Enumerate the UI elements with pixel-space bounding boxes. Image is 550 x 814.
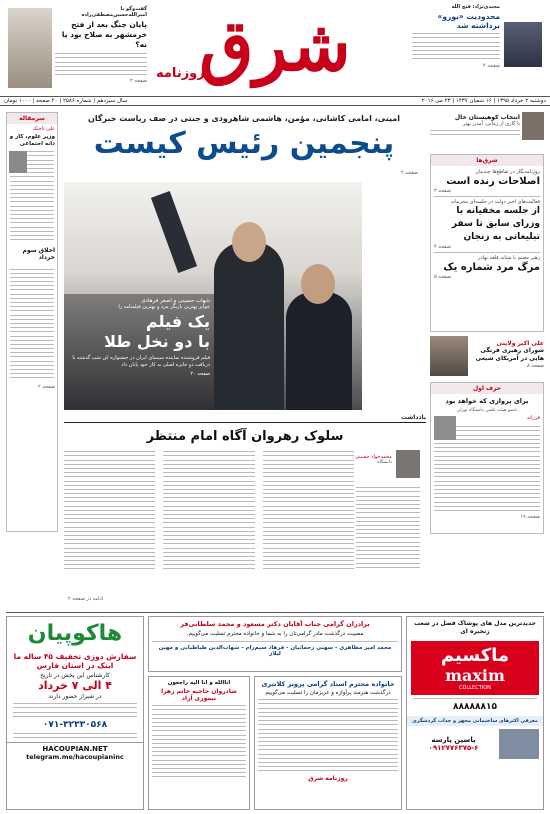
news-item1-kicker: روزنامه‌نگار در تقاطع‌ها چندبیان bbox=[475, 169, 540, 175]
maxim-phone: ۸۸۸۸۸۸۱۵ bbox=[453, 702, 497, 713]
right-teaser-page: صفحه ۴ bbox=[483, 62, 500, 69]
news-item1-page: صفحه ۳ bbox=[434, 188, 451, 194]
news-item1-title[interactable]: اصلاحات زنده است bbox=[446, 176, 540, 187]
photo-caption-headline-2: با دو نخل طلا bbox=[104, 332, 210, 351]
news-item2-page: صفحه ۴ bbox=[434, 244, 451, 250]
ad-condolence-2 bbox=[254, 676, 402, 810]
hakopian-url: HACOUPIAN.NET bbox=[7, 742, 143, 753]
left-column-second-title: اخلاق سوم خرداد bbox=[22, 247, 55, 262]
portrait-name: علی اکبر ولایتی bbox=[496, 340, 544, 347]
main-photo bbox=[64, 182, 362, 410]
left-column-byline: علی تاجیک bbox=[32, 126, 55, 132]
hakopian-line2: اینک در استان فارس bbox=[36, 661, 114, 670]
maxim-phone2: ۰۹۱۲۷۷۶۳۷۵-۶ bbox=[428, 744, 479, 753]
date-line: دوشنبه ۲ خرداد ۱۳۹۵ | ۱۶ شعبان ۱۴۳۷ | ۲۳ می ۲۰۱۶ bbox=[421, 98, 546, 104]
left-column bbox=[6, 112, 58, 532]
second-box-author: فرزانه bbox=[526, 415, 540, 421]
photo-caption-kicker: شهاب حسینی و اصغر فرهادی bbox=[141, 298, 210, 304]
portrait-page: صفحه ۸ bbox=[527, 363, 544, 369]
photo-caption-page: صفحه ۲۰ bbox=[190, 371, 210, 377]
news-item2-kicker: فعالیت‌های اخیر دولت در جلسه‌ای محرمانه bbox=[451, 199, 540, 205]
figure-right bbox=[286, 292, 352, 410]
condolence3-subtitle: شادروان حاجیه خانم زهرا نیموری آزاد bbox=[161, 688, 237, 702]
top-right-text[interactable] bbox=[430, 114, 520, 139]
news-box bbox=[430, 154, 544, 332]
figure-left bbox=[214, 242, 284, 410]
news-item3-title[interactable]: مرگ مرد شماره یک bbox=[443, 262, 540, 273]
second-box-byline: عضو هیئت علمی دانشگاه تهران bbox=[457, 408, 517, 413]
left-teaser-photo bbox=[8, 8, 52, 88]
lead-story[interactable] bbox=[64, 112, 424, 180]
left-column-title: وزیر علوم، کار و دانه اجتماعی bbox=[9, 134, 55, 147]
ad-condolence-1 bbox=[148, 616, 402, 672]
left-column-header: سرمقاله bbox=[7, 113, 57, 124]
second-box-photo bbox=[434, 416, 456, 440]
right-teaser-title: محدودیت «یورو» برداشته شد bbox=[437, 12, 500, 30]
lead-page-ref: صفحه ۲ bbox=[401, 170, 418, 176]
right-column bbox=[430, 112, 544, 532]
left-teaser-title: پایان جنگ بعد از فتح خرمشهر به صلاح بود یا نه؟ bbox=[61, 20, 147, 49]
editorial-author-name: محمدجواد حسینی bbox=[354, 454, 392, 460]
top-right-photo bbox=[522, 112, 544, 140]
ad-condolence-3 bbox=[148, 676, 250, 810]
lead-headline: پنجمین رئیس کیست bbox=[93, 126, 395, 161]
second-box-title[interactable]: برای پروازی که خواهد بود bbox=[445, 397, 529, 405]
condolence2-title: خانواده محترم استاد گرامی پرویز کلانتری bbox=[261, 680, 395, 688]
editorial-author-sub: دانشگاه bbox=[377, 460, 392, 465]
maxim-bottom: معرفی اکثرهای ساختمانی مجهز و جذاب گردشگری bbox=[407, 716, 543, 726]
photo-caption-summary: فیلم فروشنده نماینده سینمای ایران در جشنواره کن شب گذشته با دریافت دو جایزه اصلی به کار خود پایان داد bbox=[72, 355, 210, 368]
hakopian-brand: هاکوپیان bbox=[27, 621, 123, 646]
photo-caption-headline-1: یک فیلم bbox=[145, 312, 210, 331]
portrait-box[interactable] bbox=[430, 336, 544, 376]
maxim-sub: یاسین پارسه bbox=[431, 736, 476, 745]
maxim-brand-fa: ماکسیم bbox=[440, 645, 510, 666]
maxim-top: جدیدترین مدل های پوشاک فصل در شعب زنجیره ای bbox=[414, 620, 536, 635]
editorial-label: یادداشت bbox=[64, 414, 426, 423]
hakopian-line4: در شیراز حضور دارند bbox=[48, 693, 102, 700]
figure-arm bbox=[151, 191, 197, 273]
condolence1-title: برادران گرامی جناب آقایان دکتر مسعود و محمد سلطانی‌فر bbox=[180, 620, 370, 628]
condolence2-signer: روزنامه شرق bbox=[308, 774, 348, 782]
maxim-brand-box bbox=[411, 641, 539, 695]
ad-hakopian[interactable] bbox=[6, 616, 144, 810]
hakopian-telegram: telegram.me/hacoupianinc bbox=[26, 752, 124, 761]
left-column-photo bbox=[9, 151, 27, 173]
news-item2-title[interactable]: از جلسه مخفیانه با وزرای سابق تا سفر تبلیغاتی به زنجان bbox=[451, 206, 540, 242]
hakopian-line1: سفارش دوزی تخفیف ۴۵ ساله ما bbox=[13, 652, 137, 661]
left-teaser-page: صفحه ۲ bbox=[130, 78, 147, 85]
logo-text: شرق bbox=[199, 4, 351, 87]
maxim-collection: COLLECTION bbox=[459, 685, 491, 691]
hakopian-line3: کارشناس این بخش در تاریخ bbox=[40, 672, 110, 679]
editorial-author-photo bbox=[396, 450, 420, 478]
figure-right-head bbox=[301, 264, 335, 304]
second-box-header: حرف اول bbox=[431, 383, 543, 394]
top-right-title: انتخاب کوهیستان خال bbox=[454, 114, 520, 121]
editorial-author bbox=[352, 454, 392, 465]
hakopian-dates: ۴ الی ۷ خرداد bbox=[38, 679, 112, 692]
right-teaser-kicker: مجیدی‌نژاد: فتح الله bbox=[451, 4, 500, 10]
right-teaser-photo bbox=[504, 22, 542, 67]
date-bar bbox=[0, 96, 550, 106]
photo-caption[interactable] bbox=[64, 294, 214, 410]
portrait-caption: شورای رهبری فرنگی هایی در آمریکای شیعی bbox=[475, 347, 544, 362]
left-teaser-kicker: گفت‌وگو با امیرالله‌حسین‌مصطفی‌زاده bbox=[81, 6, 147, 18]
editorial bbox=[64, 414, 426, 610]
hakopian-phone: ۰۷۱-۳۲۳۳۰۵۶۸ bbox=[42, 719, 108, 730]
second-box bbox=[430, 382, 544, 534]
year-issue: سال سیزدهم | شماره ۲۵۸۶ | ۲۰ صفحه | ۱۰۰۰ تومان bbox=[4, 98, 128, 104]
condolence1-signers: محمد امیر مظاهری - سهنی رحمانیان - فرهاد سیم‌رام - شهاب‌الدین طباطبایی و مهین لیلاز bbox=[158, 645, 392, 658]
second-box-page: صفحه ۱۹ bbox=[520, 514, 540, 521]
maxim-brand-en: maxim bbox=[445, 666, 505, 685]
logo-sub: روزنامه bbox=[156, 66, 205, 81]
editorial-title[interactable]: سلوک رهروان آگاه امام منتظر bbox=[146, 429, 344, 444]
editorial-page[interactable]: ادامه در صفحه ۲ bbox=[68, 596, 104, 602]
right-teaser[interactable] bbox=[412, 4, 500, 69]
editorial-body bbox=[64, 448, 354, 573]
condolence1-body: مصیبت درگذشت مادر گرامی‌تان را به شما و خانواده محترم تسلیت می‌گوییم. bbox=[186, 631, 364, 637]
condolence2-body: درگذشت هنرمند پرآوازه و عزیزمان را تسلیت می‌گوییم bbox=[265, 690, 391, 696]
news-box-header: شرق‌ها bbox=[431, 155, 543, 166]
condolence3-title: اناالله و انا الیه راجعون bbox=[167, 680, 231, 686]
news-item3-kicker: رهبر مغتنم با شنایه قلعه بهادر bbox=[478, 255, 540, 261]
ad-maxim[interactable] bbox=[406, 616, 544, 810]
lead-kicker: امینی، امامی کاشانی، مؤمن، هاشمی شاهرودی و جنتی در صف ریاست خبرگان bbox=[87, 114, 401, 123]
left-column-page[interactable]: صفحه ۲ bbox=[38, 383, 55, 390]
maxim-sub-photo bbox=[499, 729, 539, 759]
top-right-sub: با گاری از زمانی، آمدن بهتر bbox=[462, 121, 520, 127]
masthead bbox=[0, 0, 550, 105]
portrait-photo bbox=[430, 336, 468, 376]
photo-caption-line2: جوایز بهترین بازیگر مرد و بهترین فیلمنامه را bbox=[118, 304, 210, 310]
figure-left-head bbox=[232, 222, 266, 262]
logo bbox=[150, 6, 400, 90]
news-item3-page: صفحه ۵ bbox=[434, 274, 451, 280]
left-teaser[interactable] bbox=[55, 6, 147, 84]
